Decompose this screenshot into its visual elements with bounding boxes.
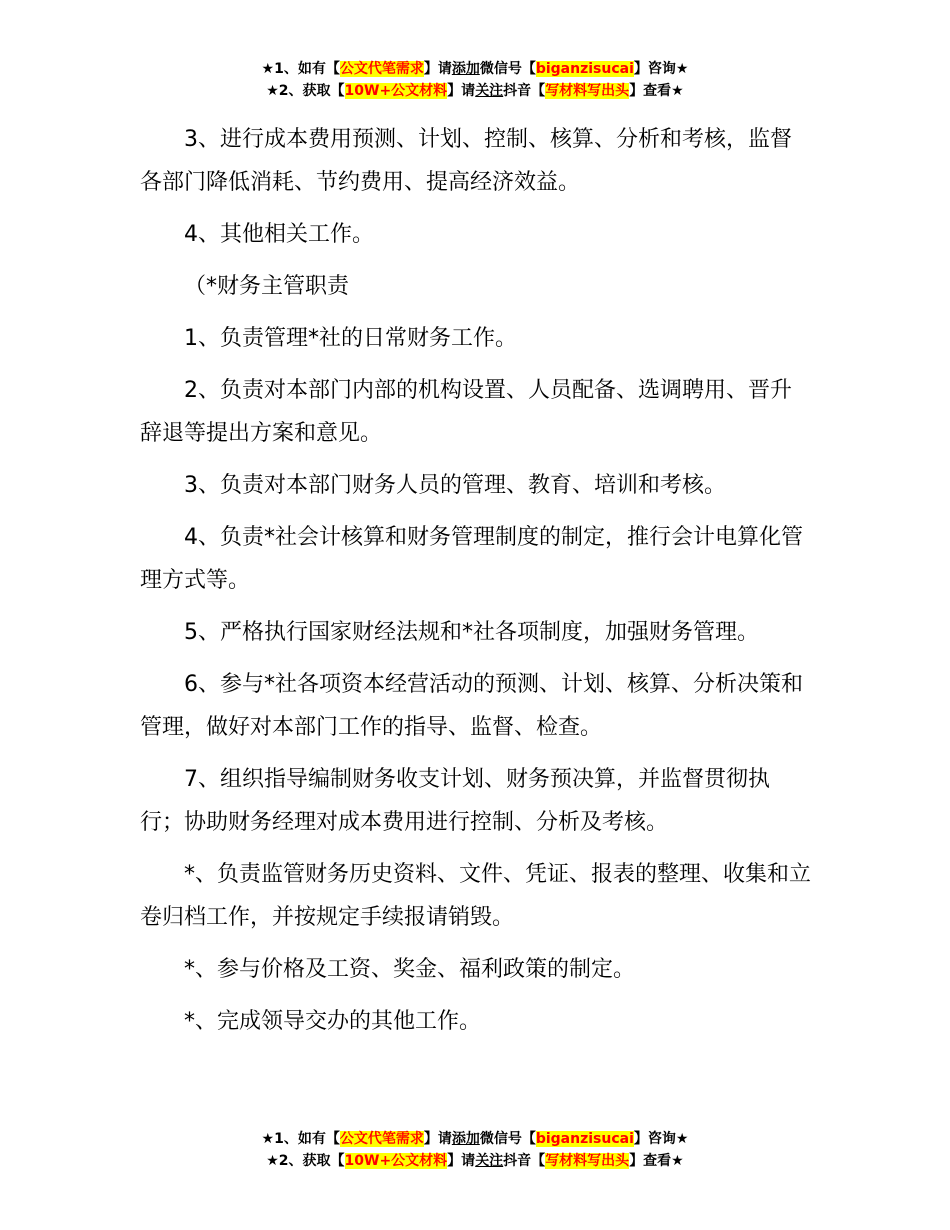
paragraph: 6、参与*社各项资本经营活动的预测、计划、核算、分析决策和管理，做好对本部门工作的指导、监督、检查。 [140,672,803,740]
paragraph: 4、负责*社会计核算和财务管理制度的制定，推行会计电算化管理方式等。 [140,525,803,593]
banner-text: ★1、如有【 [261,1131,340,1147]
banner-highlight: biganzisucai [535,1131,634,1147]
paragraph: 3、负责对本部门财务人员的管理、教育、培训和考核。 [184,473,726,498]
banner-text: 微信号【 [479,1131,536,1147]
banner-highlight: 写材料写出头 [545,1153,630,1169]
banner-highlight: 公文代笔需求 [339,61,424,77]
banner-text: 抖音【 [503,1153,546,1169]
banner-text: 】请 [423,1131,452,1147]
header-banner [0,58,950,102]
banner-line-1 [0,58,950,80]
paragraph: 5、严格执行国家财经法规和*社各项制度，加强财务管理。 [184,620,759,645]
banner-text: 】咨询★ [633,61,689,77]
banner-text: 】查看★ [629,1153,684,1169]
banner-highlight: 公文代笔需求 [339,1131,424,1147]
paragraph: *、负责监管财务历史资料、文件、凭证、报表的整理、收集和立卷归档工作，并按规定手续报请销毁。 [140,862,812,930]
banner-highlight: 10W+公文材料 [344,83,448,99]
banner-line-2 [0,80,950,102]
banner-highlight: 10W+公文材料 [344,1153,448,1169]
banner-text: 】请 [447,83,476,99]
paragraph: 1、负责管理*社的日常财务工作。 [184,326,517,351]
banner-text: 微信号【 [479,61,536,77]
banner-text: 】请 [447,1153,476,1169]
banner-underline: 添加 [451,1131,480,1147]
section-heading: （*财务主管职责 [184,274,350,299]
banner-highlight: biganzisucai [535,61,634,77]
banner-text: ★2、获取【 [266,1153,345,1169]
banner-line-1 [0,1128,950,1150]
paragraph: *、参与价格及工资、奖金、福利政策的制定。 [184,957,636,982]
document-body [140,118,812,1052]
paragraph: 2、负责对本部门内部的机构设置、人员配备、选调聘用、晋升辞退等提出方案和意见。 [140,378,792,446]
banner-text: ★1、如有【 [261,61,340,77]
paragraph: 4、其他相关工作。 [184,222,374,247]
banner-text: ★2、获取【 [266,83,345,99]
footer-banner [0,1128,950,1172]
banner-underline: 添加 [451,61,480,77]
paragraph: 3、进行成本费用预测、计划、控制、核算、分析和考核，监督各部门降低消耗、节约费用、提高经济效益。 [140,127,792,195]
banner-text: 抖音【 [503,83,546,99]
banner-text: 】咨询★ [633,1131,689,1147]
banner-underline: 关注 [475,83,504,99]
banner-text: 】请 [423,61,452,77]
banner-line-2 [0,1150,950,1172]
paragraph: 7、组织指导编制财务收支计划、财务预决算，并监督贯彻执行；协助财务经理对成本费用进行控制、分析及考核。 [140,767,770,835]
banner-text: 】查看★ [629,83,684,99]
banner-underline: 关注 [475,1153,504,1169]
paragraph: *、完成领导交办的其他工作。 [184,1009,482,1034]
banner-highlight: 写材料写出头 [545,83,630,99]
